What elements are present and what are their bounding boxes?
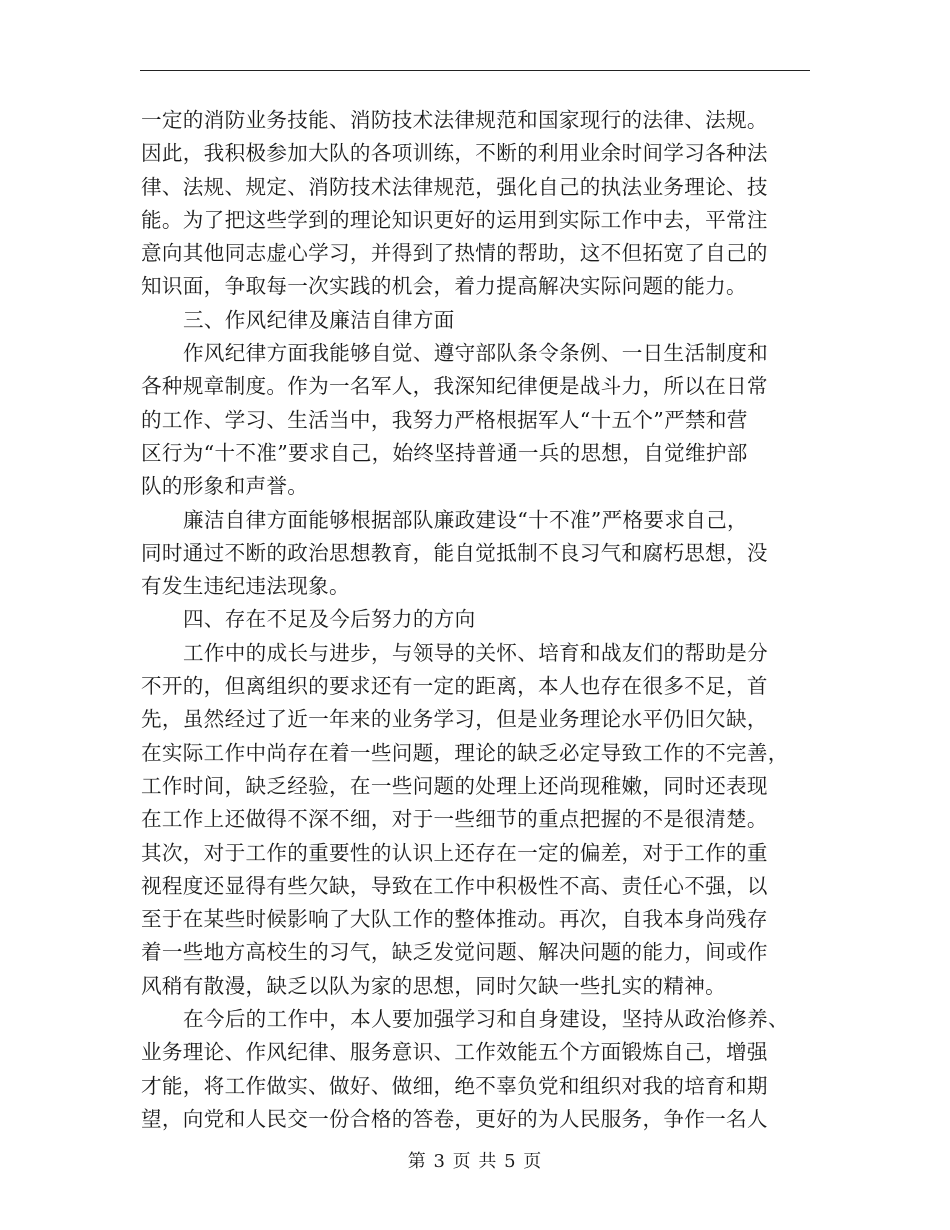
text-line: 视程度还显得有些欠缺，导致在工作中积极性不高、责任心不强，以 — [141, 873, 768, 898]
text-line: 工作中的成长与进步，与领导的关怀、培育和战友们的帮助是分 — [183, 640, 769, 665]
document-body — [141, 104, 811, 1136]
text-line: 业务理论、作风纪律、服务意识、工作效能五个方面锻炼自己，增强 — [141, 1040, 768, 1065]
text-line: 三、作风纪律及廉洁自律方面 — [183, 307, 455, 332]
text-line: 才能，将工作做实、做好、做细，绝不辜负党和组织对我的培育和期 — [141, 1073, 768, 1098]
text-line: 有发生违纪违法现象。 — [141, 574, 350, 599]
text-line: 在实际工作中尚存在着一些问题，理论的缺乏必定导致工作的不完善， — [141, 740, 789, 765]
text-line: 风稍有散漫，缺乏以队为家的思想，同时欠缺一些扎实的精神。 — [141, 973, 727, 998]
text-line: 不开的，但离组织的要求还有一定的距离，本人也存在很多不足，首 — [141, 674, 768, 699]
header-rule — [140, 70, 810, 71]
text-line: 工作时间，缺乏经验，在一些问题的处理上还尚现稚嫩，同时还表现 — [141, 773, 768, 798]
text-line: 作风纪律方面我能够自觉、遵守部队条令条例、一日生活制度和 — [183, 341, 769, 366]
text-line: 的工作、学习、生活当中，我努力严格根据军人“十五个”严禁和营 — [141, 407, 748, 432]
text-line: 其次，对于工作的重要性的认识上还存在一定的偏差，对于工作的重 — [141, 840, 768, 865]
page-number-label: 第 3 页 共 5 页 — [407, 1151, 543, 1172]
text-line: 一定的消防业务技能、消防技术法律规范和国家现行的法律、法规。 — [141, 108, 768, 132]
text-line: 同时通过不断的政治思想教育，能自觉抵制不良习气和腐朽思想，没 — [141, 540, 768, 565]
text-line: 在今后的工作中，本人要加强学习和自身建设，坚持从政治修养、 — [183, 1007, 789, 1032]
text-line: 四、存在不足及今后努力的方向 — [183, 607, 476, 632]
text-line: 在工作上还做得不深不细，对于一些细节的重点把握的不是很清楚。 — [141, 807, 768, 832]
text-line: 律、法规、规定、消防技术法律规范，强化自己的执法业务理论、技 — [141, 174, 768, 199]
text-line: 至于在某些时候影响了大队工作的整体推动。再次，自我本身尚残存 — [141, 907, 768, 932]
text-line: 各种规章制度。作为一名军人，我深知纪律便是战斗力，所以在日常 — [141, 374, 768, 399]
text-line: 廉洁自律方面能够根据部队廉政建设“十不准”严格要求自己， — [183, 507, 748, 532]
page-footer — [0, 1150, 950, 1174]
text-line: 意向其他同志虚心学习，并得到了热情的帮助，这不但拓宽了自己的 — [141, 241, 768, 266]
text-line: 队的形象和声誉。 — [141, 474, 309, 499]
text-line: 因此，我积极参加大队的各项训练，不断的利用业余时间学习各种法 — [141, 141, 768, 166]
text-line: 区行为“十不准”要求自己，始终坚持普通一兵的思想，自觉维护部 — [141, 440, 748, 465]
text-line: 着一些地方高校生的习气，缺乏发觉问题、解决问题的能力，间或作 — [141, 940, 768, 965]
text-line: 先，虽然经过了近一年来的业务学习，但是业务理论水平仍旧欠缺， — [141, 707, 768, 732]
text-line: 望，向党和人民交一份合格的答卷，更好的为人民服务，争作一名人 — [141, 1106, 768, 1131]
text-line: 能。为了把这些学到的理论知识更好的运用到实际工作中去，平常注 — [141, 207, 768, 232]
text-line: 知识面，争取每一次实践的机会，着力提高解决实际问题的能力。 — [141, 274, 747, 299]
